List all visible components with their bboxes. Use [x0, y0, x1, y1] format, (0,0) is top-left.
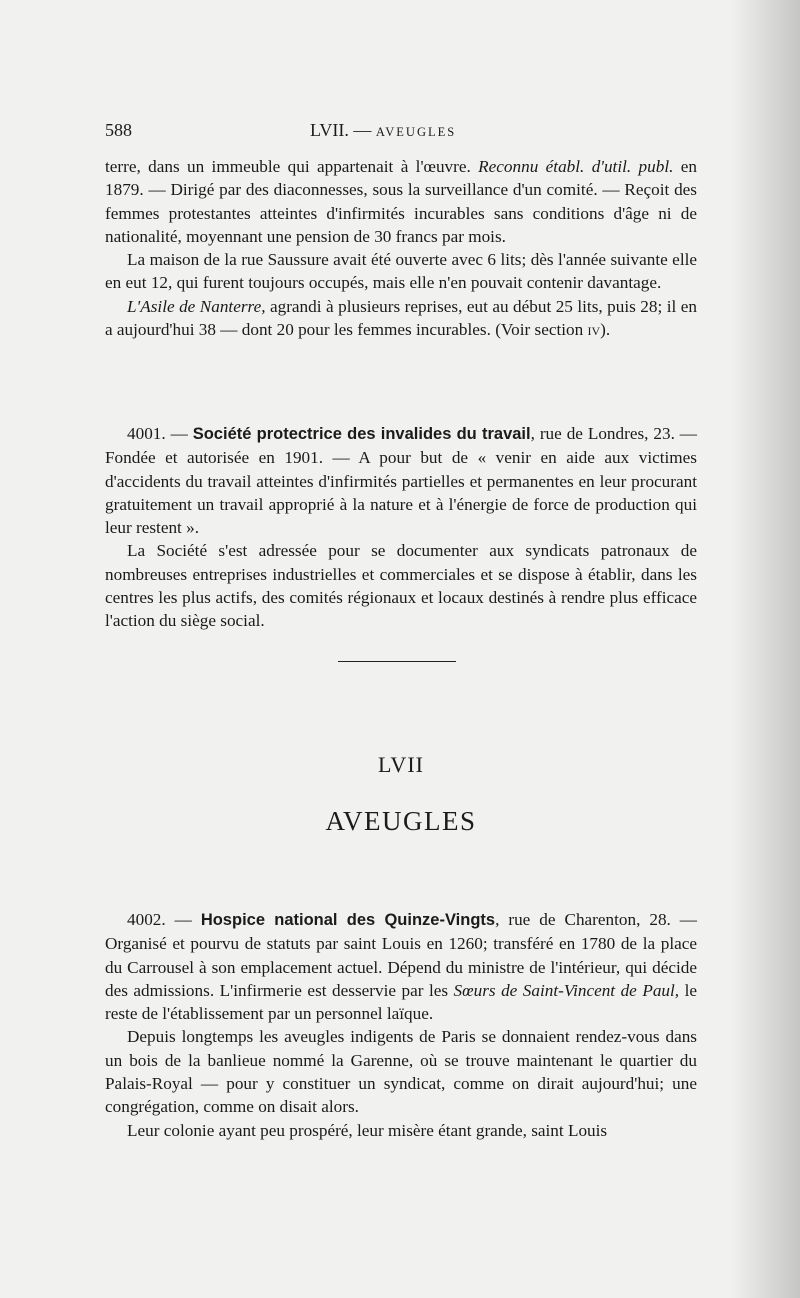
paragraph-continued — [105, 155, 697, 248]
text-run: terre, dans un immeuble qui appartenait à l'œuvre. — [105, 157, 479, 176]
chapter-number: LVII — [378, 752, 424, 777]
entry-title: Société protectrice des invalides du travail — [192, 425, 531, 443]
text-run: , rue de Charenton, 28. — Organisé et pourvu de statuts par saint Louis en 1260; transféré en 1780 de la place du Carrousel à son emplacement actuel. Dépend du ministre de l'intérieur, qui décide des admissions. L'infirmerie est desservie par les — [105, 910, 697, 1000]
text-run: Depuis longtemps les aveugles indigents de Paris se donnaient rendez-vous dans un bois de la banlieue nommé la Garenne, où se trouve maintenant le quartier du Palais-Royal — pour y constituer un syndicat, comme on dirait aujourd'hui; une congrégation, comme on disait alors. — [105, 1027, 697, 1117]
entry-4001 — [105, 422, 697, 633]
text-run: en 1879. — Dirigé par des diaconnesses, sous la surveillance d'un comité. — Reçoit des femmes protestantes atteintes d'infirmités incurables sans conditions d'âge ni de nationalité, moyennant une pension de 30 francs par mois. — [105, 157, 697, 246]
text-run: ). — [600, 320, 611, 340]
entry-4002 — [105, 908, 697, 1142]
continued-section — [105, 155, 697, 341]
entry-number: 4002. — — [127, 910, 201, 929]
entry-title: Hospice national des Quinze-Vingts — [200, 911, 496, 929]
running-title-smallcaps: AVEUGLES — [375, 125, 457, 139]
entry-4002-paragraph-3 — [105, 1119, 697, 1142]
page-edge-shadow — [730, 0, 800, 1298]
page-number: 588 — [105, 120, 132, 140]
text-run: Leur colonie ayant peu prospéré, leur misère étant grande, saint Louis — [127, 1120, 608, 1140]
running-header — [105, 120, 697, 142]
smallcaps-run: iv — [587, 320, 601, 340]
italic-run: L'Asile de Nanterre, — [127, 296, 266, 316]
paragraph-saussure — [105, 248, 697, 295]
running-title-ref: LVII. — — [310, 120, 372, 140]
text-run: , rue de Londres, 23. — Fondée et autorisée en 1901. — A pour but de « venir en aide aux victimes d'accidents du travail atteintes d'infirmités partielles et permanentes en leur procurant gratuitement un travail approprié à la nature et à l'énergie de force de production qui leur restent ». — [105, 424, 697, 538]
entry-4002-paragraph-1 — [105, 908, 697, 1025]
running-title — [310, 120, 456, 141]
italic-run: Sœurs de Saint-Vincent de Paul, — [453, 980, 680, 1000]
entry-4001-paragraph-2 — [105, 539, 697, 632]
entry-number: 4001. — — [127, 424, 193, 443]
entry-4002-paragraph-2 — [105, 1025, 697, 1118]
text-run: La maison de la rue Saussure avait été ouverte avec 6 lits; dès l'année suivante elle en eut 12, qui furent toujours occupés, mais elle n'en pouvait contenir davantage. — [105, 250, 697, 293]
italic-run: Reconnu établ. d'util. publ. — [478, 157, 674, 176]
paragraph-nanterre — [105, 295, 697, 342]
entry-4001-paragraph-1 — [105, 422, 697, 539]
chapter-title: AVEUGLES — [325, 806, 477, 836]
section-divider — [338, 661, 456, 662]
text-run: le reste de l'établissement par un personnel laïque. — [105, 980, 697, 1024]
text-run: La Société s'est adressée pour se documenter aux syndicats patronaux de nombreuses entreprises industrielles et commerciales et se dispose à établir, dans les centres les plus actifs, des comités régionaux et locaux destinés à rendre plus efficace l'action du siège social. — [105, 541, 697, 631]
text-run: agrandi à plusieurs reprises, eut au début 25 lits, puis 28; il en a aujourd'hui 38 — dont 20 pour les femmes incurables. (Voir section — [105, 296, 697, 340]
